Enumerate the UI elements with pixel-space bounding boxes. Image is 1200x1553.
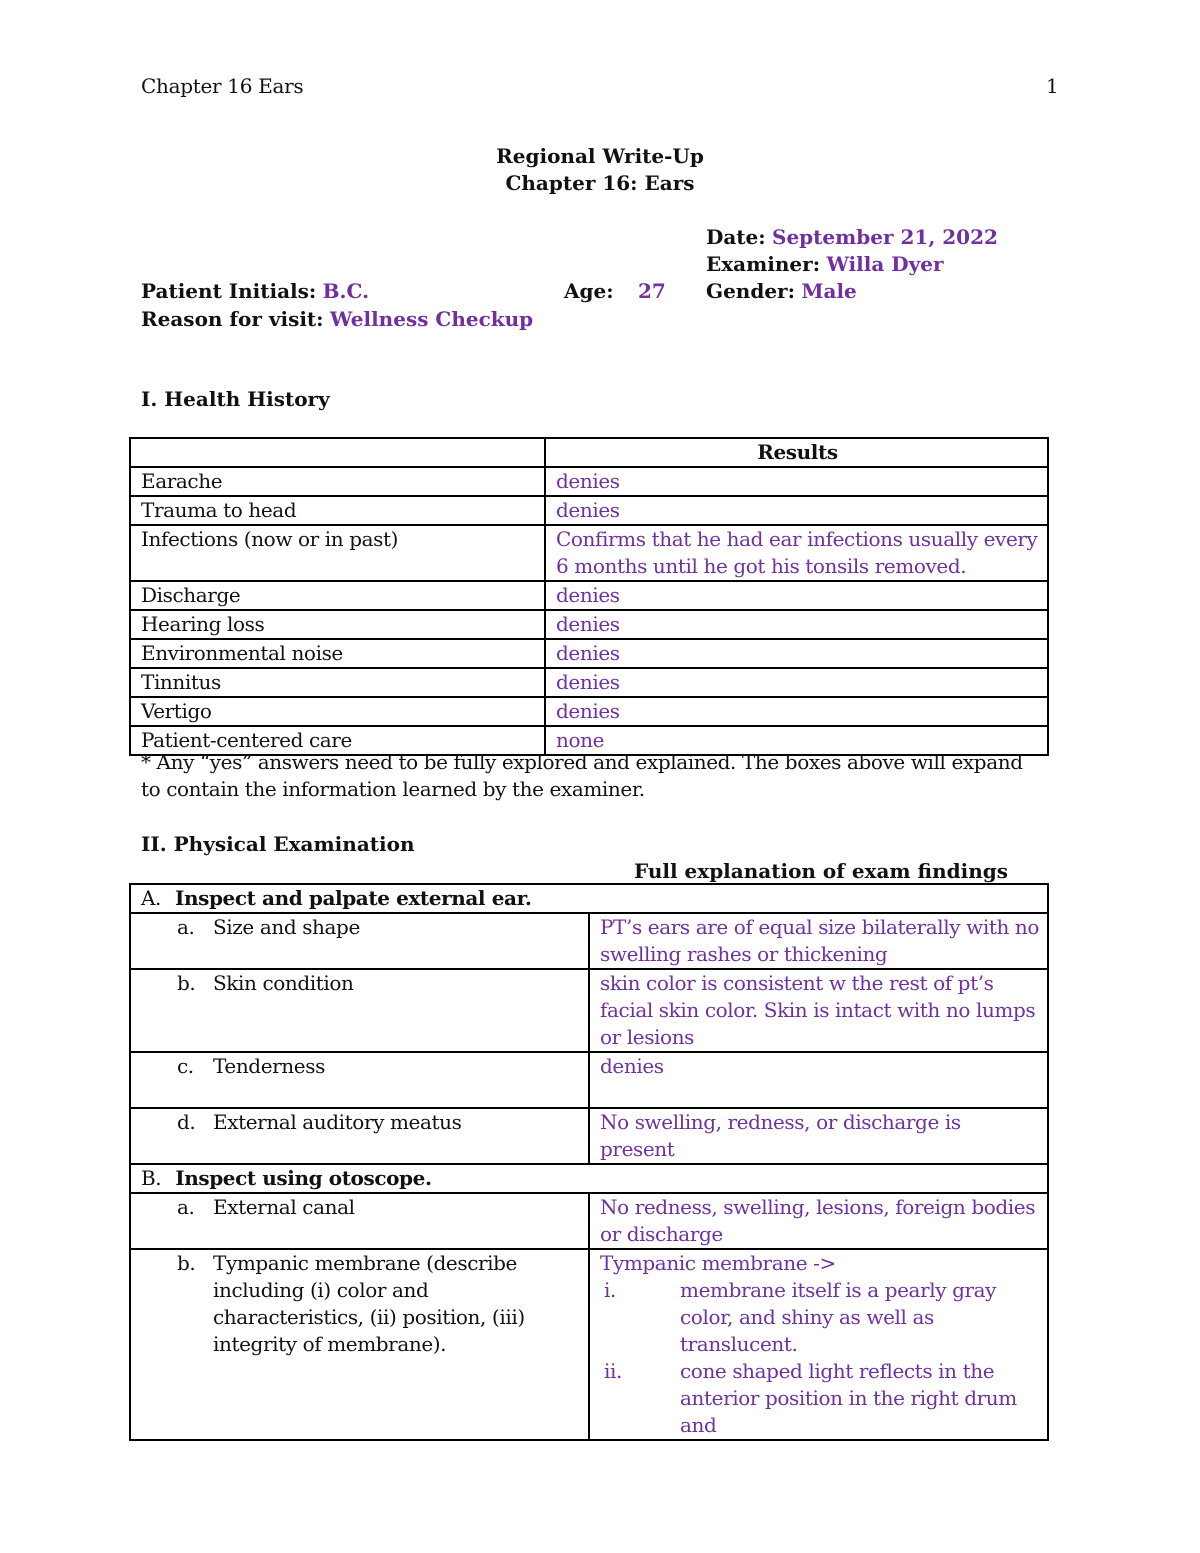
age-label: Age: (564, 279, 614, 303)
page-number: 1 (1046, 74, 1059, 98)
findings-header: Full explanation of exam findings (634, 859, 1009, 883)
exam-item-cell (130, 1108, 589, 1164)
date-value: September 21, 2022 (772, 225, 998, 249)
row-value: denies (545, 610, 1048, 639)
table-row (130, 581, 1048, 610)
row-label: Earache (130, 467, 545, 496)
table-row (130, 496, 1048, 525)
header-blank-cell (130, 438, 545, 467)
row-label: Trauma to head (130, 496, 545, 525)
exam-item-cell (130, 1052, 589, 1108)
finding-value: No redness, swelling, lesions, foreign bodies or discharge (589, 1193, 1048, 1249)
examiner-value: Willa Dyer (826, 252, 944, 276)
date-field (706, 223, 998, 251)
results-header: Results (545, 438, 1048, 467)
row-value: denies (545, 496, 1048, 525)
row-value: denies (545, 668, 1048, 697)
subitem-marker: i. (604, 1278, 616, 1302)
list-item (600, 1277, 1039, 1358)
row-label: Discharge (130, 581, 545, 610)
row-label: Vertigo (130, 697, 545, 726)
section-b-row (130, 1164, 1048, 1193)
table-row (130, 969, 1048, 1052)
section-b-marker: B. (141, 1166, 162, 1190)
reason-value: Wellness Checkup (329, 307, 534, 331)
section-a-row (130, 884, 1048, 913)
item-marker: a. (177, 1195, 195, 1219)
health-history-heading: I. Health History (141, 387, 330, 411)
row-label: Patient-centered care (130, 726, 545, 755)
running-header-title: Chapter 16 Ears (141, 74, 304, 98)
physical-exam-heading: II. Physical Examination (141, 832, 415, 856)
section-a-title (130, 884, 1048, 913)
item-label: Size and shape (213, 915, 360, 939)
row-label: Infections (now or in past) (130, 525, 545, 581)
table-row (130, 610, 1048, 639)
item-marker: c. (177, 1054, 194, 1078)
date-label: Date: (706, 225, 766, 249)
exam-item-cell (130, 913, 589, 969)
table-row (130, 639, 1048, 668)
document-subtitle: Chapter 16: Ears (505, 171, 695, 195)
item-marker: b. (177, 971, 196, 995)
finding-value: No swelling, redness, or discharge is present (589, 1108, 1048, 1164)
physical-exam-table (129, 883, 1049, 1441)
tympanic-findings-cell (589, 1249, 1048, 1440)
section-a-marker: A. (141, 886, 162, 910)
document-title: Regional Write-Up (496, 144, 704, 168)
health-history-table (129, 437, 1049, 756)
row-label: Tinnitus (130, 668, 545, 697)
exam-item-cell (130, 969, 589, 1052)
table-header-row (130, 438, 1048, 467)
section-b-label: Inspect using otoscope. (175, 1166, 432, 1190)
table-row (130, 1193, 1048, 1249)
age-value: 27 (637, 279, 666, 303)
finding-intro: Tympanic membrane -> (600, 1251, 836, 1275)
row-value: Confirms that he had ear infections usually every 6 months until he got his tonsils removed. (545, 525, 1048, 581)
age-field (564, 277, 666, 305)
item-marker: a. (177, 915, 195, 939)
row-value: none (545, 726, 1048, 755)
item-label: External canal (213, 1195, 355, 1219)
table-row (130, 697, 1048, 726)
item-marker: b. (177, 1251, 196, 1275)
reason-label: Reason for visit: (141, 307, 324, 331)
item-label: Tenderness (213, 1054, 325, 1078)
finding-value: denies (589, 1052, 1048, 1108)
table-row (130, 913, 1048, 969)
patient-initials-field (141, 277, 369, 305)
row-label: Hearing loss (130, 610, 545, 639)
exam-item-cell (130, 1249, 589, 1440)
item-label: Tympanic membrane (describe including (i) color and characteristics, (ii) position, (iii) integrity of membrane). (213, 1251, 525, 1356)
exam-item-cell (130, 1193, 589, 1249)
row-value: denies (545, 467, 1048, 496)
table-row (130, 1108, 1048, 1164)
finding-value: PT’s ears are of equal size bilaterally with no swelling rashes or thickening (589, 913, 1048, 969)
table-row (130, 1052, 1048, 1108)
row-label: Environmental noise (130, 639, 545, 668)
initials-label: Patient Initials: (141, 279, 317, 303)
item-label: Skin condition (213, 971, 354, 995)
subitem-text: cone shaped light reflects in the anterior position in the right drum and (680, 1359, 1017, 1437)
table-row (130, 1249, 1048, 1440)
examiner-label: Examiner: (706, 252, 821, 276)
health-history-footnote: * Any “yes” answers need to be fully explored and explained. The boxes above will expand to contain the information learned by the examiner. (141, 750, 1023, 801)
row-value: denies (545, 581, 1048, 610)
subitem-text: membrane itself is a pearly gray color, and shiny as well as translucent. (680, 1278, 997, 1356)
item-marker: d. (177, 1110, 196, 1134)
finding-value: skin color is consistent w the rest of pt’s facial skin color. Skin is intact with no lumps or lesions (589, 969, 1048, 1052)
examiner-field (706, 250, 944, 278)
list-item (600, 1358, 1039, 1439)
item-label: External auditory meatus (213, 1110, 462, 1134)
initials-value: B.C. (322, 279, 370, 303)
row-value: denies (545, 697, 1048, 726)
gender-label: Gender: (706, 279, 795, 303)
table-row (130, 668, 1048, 697)
table-row (130, 467, 1048, 496)
gender-value: Male (801, 279, 857, 303)
table-row (130, 525, 1048, 581)
row-value: denies (545, 639, 1048, 668)
reason-field (141, 305, 533, 333)
section-b-title (130, 1164, 1048, 1193)
subitem-marker: ii. (604, 1359, 622, 1383)
gender-field (706, 277, 857, 305)
section-a-label: Inspect and palpate external ear. (174, 886, 532, 910)
